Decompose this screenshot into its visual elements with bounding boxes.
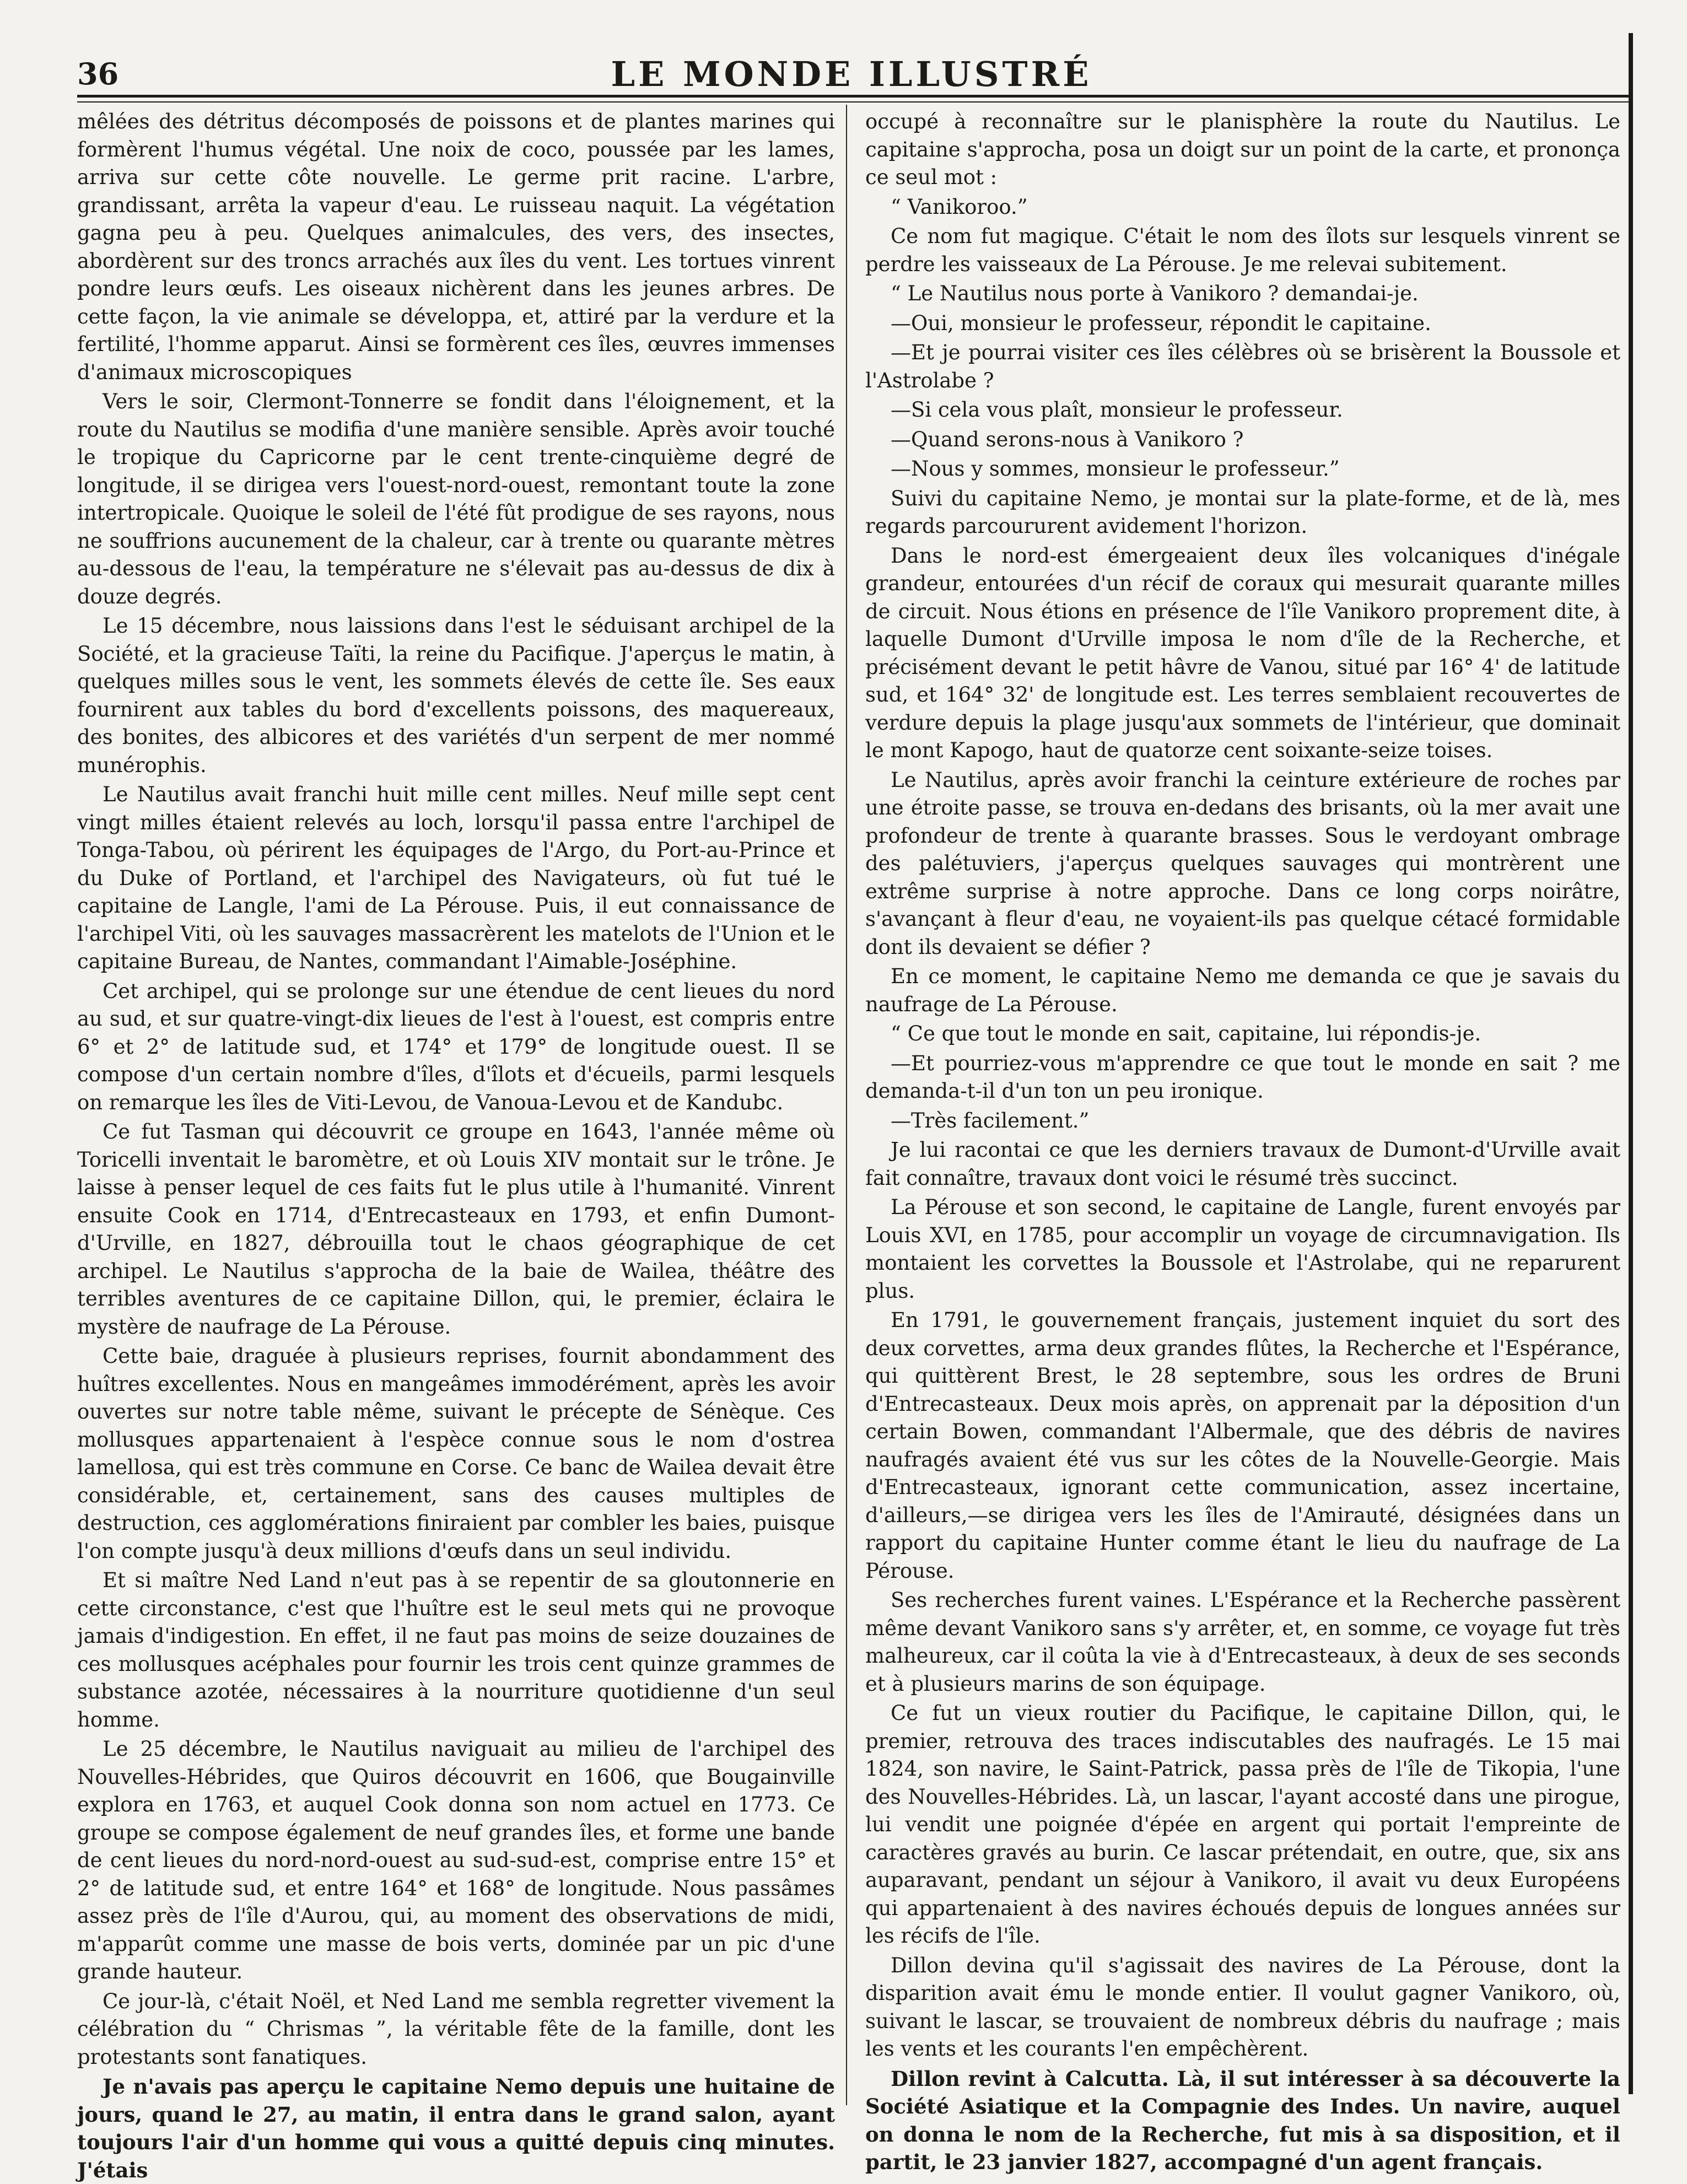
dialogue-line: “ Vanikoroo.” [891, 195, 1028, 219]
left-column [77, 108, 835, 2182]
paragraph: Le 15 décembre, nous laissions dans l'est le séduisant archipel de la Société, et la gracieuse Taïti, la reine du Pacifique. J'aperçus le matin, à quelques milles sous le vent, les sommets élevés de cette île. Ses eaux fournirent aux tables du bord d'excellents poissons, des maquereaux, des bonites, des albicores et des variétés d'un serpent de mer nommé munérophis. [77, 614, 835, 777]
right-column [865, 108, 1620, 2174]
paragraph: Ce fut Tasman qui découvrit ce groupe en 1643, l'année même où Toricelli inventait le baromètre, et où Louis XIV montait sur le trône. Je laisse à penser lequel de ces faits fut le plus utile à l'humanité. Vinrent ensuite Cook en 1714, d'Entrecasteaux en 1793, et enfin Dumont-d'Urville, en 1827, débrouilla tout le chaos géographique de cet archipel. Le Nautilus s'approcha de la baie de Wailea, théâtre des terribles aventures de ce capitaine Dillon, qui, le premier, éclaira le mystère de naufrage de La Pérouse. [77, 1120, 835, 1339]
paragraph: Suivi du capitaine Nemo, je montai sur la plate-forme, et de là, mes regards parcoururent avidement l'horizon. [865, 486, 1620, 538]
paragraph: Et si maître Ned Land n'eut pas à se repentir de sa gloutonnerie en cette circonstance, c'est que l'huître est le seul mets qui ne provoque jamais d'indigestion. En effet, il ne faut pas moins de seize douzaines de ces mollusques acéphales pour fournir les trois cent quinze grammes de substance azotée, nécessaires à la nourriture quotidienne d'un seul homme. [77, 1568, 835, 1732]
paragraph: Ce jour-là, c'était Noël, et Ned Land me sembla regretter vivement la célébration du “ Chrismas ”, la véritable fête de la famille, dont les protestants sont fanatiques. [77, 1989, 835, 2069]
paragraph: Cet archipel, qui se prolonge sur une étendue de cent lieues du nord au sud, et sur quatre-vingt-dix lieues de l'est à l'ouest, est compris entre 6° et 2° de latitude sud, et 174° et 179° de longitude ouest. Il se compose d'un certain nombre d'îles, d'îlots et d'écueils, parmi lesquels on remarque les îles de Viti-Levou, de Vanoua-Levou et de Kandubc. [77, 979, 835, 1114]
paragraph: Ses recherches furent vaines. L'Espérance et la Recherche passèrent même devant Vanikoro sans s'y arrêter, et, en somme, ce voyage fut très malheureux, car il coûta la vie à d'Entrecasteaux, à deux de ses seconds et à plusieurs marins de son équipage. [865, 1588, 1620, 1696]
page-edge-bar [1629, 33, 1633, 2094]
paragraph: Dillon revint à Calcutta. Là, il sut intéresser à sa découverte la Société Asiatique et la Compagnie des Indes. Un navire, auquel on donna le nom de la Recherche, fut mis à sa disposition, et il partit, le 23 janvier 1827, accompagné d'un agent français. [865, 2066, 1620, 2174]
journal-title: LE MONDE ILLUSTRÉ [611, 54, 1092, 94]
paragraph: Le 25 décembre, le Nautilus naviguait au milieu de l'archipel des Nouvelles-Hébrides, que Quiros découvrit en 1606, que Bougainville explora en 1763, et auquel Cook donna son nom actuel en 1773. Ce groupe se compose également de neuf grandes îles, et forme une bande de cent lieues du nord-nord-ouest au sud-sud-est, comprise entre 15° et 2° de latitude sud, et entre 164° et 168° de longitude. Nous passâmes assez près de l'île d'Aurou, qui, au moment des observations de midi, m'apparût comme une masse de bois verts, dominée par un pic d'une grande hauteur. [77, 1737, 835, 1983]
paragraph: Vers le soir, Clermont-Tonnerre se fondit dans l'éloignement, et la route du Nautilus se modifia d'une manière sensible. Après avoir touché le tropique du Capricorne par le cent trente-cinquième degré de longitude, il se dirigea vers l'ouest-nord-ouest, remontant toute la zone intertropicale. Quoique le soleil de l'été fût prodigue de ses rayons, nous ne souffrions aucunement de la chaleur, car à trente ou quarante mètres au-dessous de l'eau, la température ne s'élevait pas au-dessus de dix à douze degrés. [77, 390, 835, 608]
paragraph: mêlées des détritus décomposés de poissons et de plantes marines qui formèrent l'humus végétal. Une noix de coco, poussée par les lames, arriva sur cette côte nouvelle. Le germe prit racine. L'arbre, grandissant, arrêta la vapeur d'eau. Le ruisseau naquit. La végétation gagna peu à peu. Quelques animalcules, des vers, des insectes, abordèrent sur des troncs arrachés aux îles du vent. Les tortues vinrent pondre leurs œufs. Les oiseaux nichèrent dans les jeunes arbres. De cette façon, la vie animale se développa, et, attiré par la verdure et la fertilité, l'homme apparut. Ainsi se formèrent ces îles, œuvres immenses d'animaux microscopiques [77, 110, 835, 384]
paragraph: La Pérouse et son second, le capitaine de Langle, furent envoyés par Louis XVI, en 1785, pour accomplir un voyage de circumnavigation. Ils montaient les corvettes la Boussole et l'Astrolabe, qui ne reparurent plus. [865, 1195, 1620, 1303]
paragraph: En 1791, le gouvernement français, justement inquiet du sort des deux corvettes, arma deux grandes flûtes, la Recherche et l'Espérance, qui quittèrent Brest, le 28 septembre, sous les ordres de Bruni d'Entrecasteaux. Deux mois après, on apprenait par la déposition d'un certain Bowen, commandant l'Albermale, que des débris de navires naufragés avaient été vus sur les côtes de la Nouvelle-Georgie. Mais d'Entrecasteaux, ignorant cette communication, assez incertaine, d'ailleurs,—se dirigea vers les îles de l'Amirauté, désignées dans un rapport du capitaine Hunter comme étant le lieu du naufrage de La Pérouse. [865, 1308, 1620, 1583]
header-rule-thin [77, 101, 1631, 103]
paragraph: En ce moment, le capitaine Nemo me demanda ce que je savais du naufrage de La Pérouse. [865, 964, 1620, 1016]
paragraph: Dans le nord-est émergeaient deux îles volcaniques d'inégale grandeur, entourées d'un récif de coraux qui mesurait quarante milles de circuit. Nous étions en présence de l'île Vanikoro proprement dite, à laquelle Dumont d'Urville imposa le nom d'île de la Recherche, et précisément devant le petit hâvre de Vanou, situé par 16° 4' de latitude sud, et 164° 32' de longitude est. Les terres semblaient recouvertes de verdure depuis la plage jusqu'aux sommets de l'intérieur, que dominait le mont Kapogo, haut de quatorze cent soixante-seize toises. [865, 543, 1620, 762]
dialogue-line: —Et pourriez-vous m'apprendre ce que tout le monde en sait ? me demanda-t-il d'un ton un peu ironique. [865, 1051, 1620, 1103]
dialogue-line: —Et je pourrai visiter ces îles célèbres où se brisèrent la Boussole et l'Astrolabe ? [865, 341, 1620, 392]
dialogue-line: —Très facilement.” [891, 1108, 1090, 1133]
dialogue-line: “ Le Nautilus nous porte à Vanikoro ? demandai-je. [891, 282, 1419, 305]
dialogue-line: —Oui, monsieur le professeur, répondit le capitaine. [891, 311, 1431, 335]
header-rule [77, 95, 1631, 98]
paragraph: Dillon devina qu'il s'agissait des navires de La Pérouse, dont la disparition avait ému le monde entier. Il voulut gagner Vanikoro, où, suivant le lascar, se trouvaient de nombreux débris du naufrage ; mais les vents et les courants l'en empêchèrent. [865, 1953, 1620, 2061]
dialogue-line: —Quand serons-nous à Vanikoro ? [891, 427, 1244, 451]
paragraph: Cette baie, draguée à plusieurs reprises, fournit abondamment des huîtres excellentes. Nous en mangeâmes immodérément, après les avoir ouvertes sur notre table même, suivant le précepte de Sénèque. Ces mollusques appartenaient à l'espèce connue sous le nom d'ostrea lamellosa, qui est très commune en Corse. Ce banc de Wailea devait être considérable, et, certainement, sans des causes multiples de destruction, ces agglomérations finiraient par combler les baies, puisque l'on compte jusqu'à deux millions d'œufs dans un seul individu. [77, 1344, 835, 1563]
masthead [77, 51, 1626, 95]
paragraph: Ce fut un vieux routier du Pacifique, le capitaine Dillon, qui, le premier, retrouva des traces indiscutables des naufragés. Le 15 mai 1824, son navire, le Saint-Patrick, passa près de l'île de Tikopia, l'une des Nouvelles-Hébrides. Là, un lascar, l'ayant accosté dans une pirogue, lui vendit une poignée d'épée en argent qui portait l'empreinte de caractères gravés au burin. Ce lascar prétendait, en outre, que, six ans auparavant, pendant un séjour à Vanikoro, il avait vu deux Européens qui appartenaient à des navires échoués depuis de longues années sur les récifs de l'île. [865, 1701, 1620, 1948]
paragraph: occupé à reconnaître sur le planisphère la route du Nautilus. Le capitaine s'approcha, posa un doigt sur un point de la carte, et prononça ce seul mot : [865, 110, 1620, 189]
paragraph: Ce nom fut magique. C'était le nom des îlots sur lesquels vinrent se perdre les vaisseaux de La Pérouse. Je me relevai subitement. [865, 224, 1620, 276]
column-divider [846, 105, 847, 2105]
dialogue-line: —Si cela vous plaît, monsieur le professeur. [891, 398, 1343, 422]
page-number: 36 [77, 56, 119, 91]
paragraph: Le Nautilus avait franchi huit mille cent milles. Neuf mille sept cent vingt milles étaient relevés au loch, lorsqu'il passa entre l'archipel de Tonga-Tabou, où périrent les équipages de l'Argo, du Port-au-Prince et du Duke of Portland, et l'archipel des Navigateurs, où fut tué le capitaine de Langle, l'ami de La Pérouse. Puis, il eut connaissance de l'archipel Viti, où les sauvages massacrèrent les matelots de l'Union et le capitaine Bureau, de Nantes, commandant l'Aimable-Joséphine. [77, 783, 835, 973]
dialogue-line: —Nous y sommes, monsieur le professeur.” [891, 457, 1340, 481]
paragraph: Le Nautilus, après avoir franchi la ceinture extérieure de roches par une étroite passe, se trouva en-dedans des brisants, où la mer avait une profondeur de trente à quarante brasses. Sous le verdoyant ombrage des palétuviers, j'aperçus quelques sauvages qui montrèrent une extrême surprise à notre approche. Dans ce long corps noirâtre, s'avançant à fleur d'eau, ne voyaient-ils pas quelque cétacé formidable dont ils devaient se défier ? [865, 768, 1620, 959]
paragraph: Je lui racontai ce que les derniers travaux de Dumont-d'Urville avait fait connaître, travaux dont voici le résumé très succinct. [865, 1138, 1620, 1190]
dialogue-line: “ Ce que tout le monde en sait, capitaine, lui répondis-je. [891, 1022, 1481, 1045]
paragraph: Je n'avais pas aperçu le capitaine Nemo depuis une huitaine de jours, quand le 27, au matin, il entra dans le grand salon, ayant toujours l'air d'un homme qui vous a quitté depuis cinq minutes. J'étais [77, 2074, 835, 2182]
